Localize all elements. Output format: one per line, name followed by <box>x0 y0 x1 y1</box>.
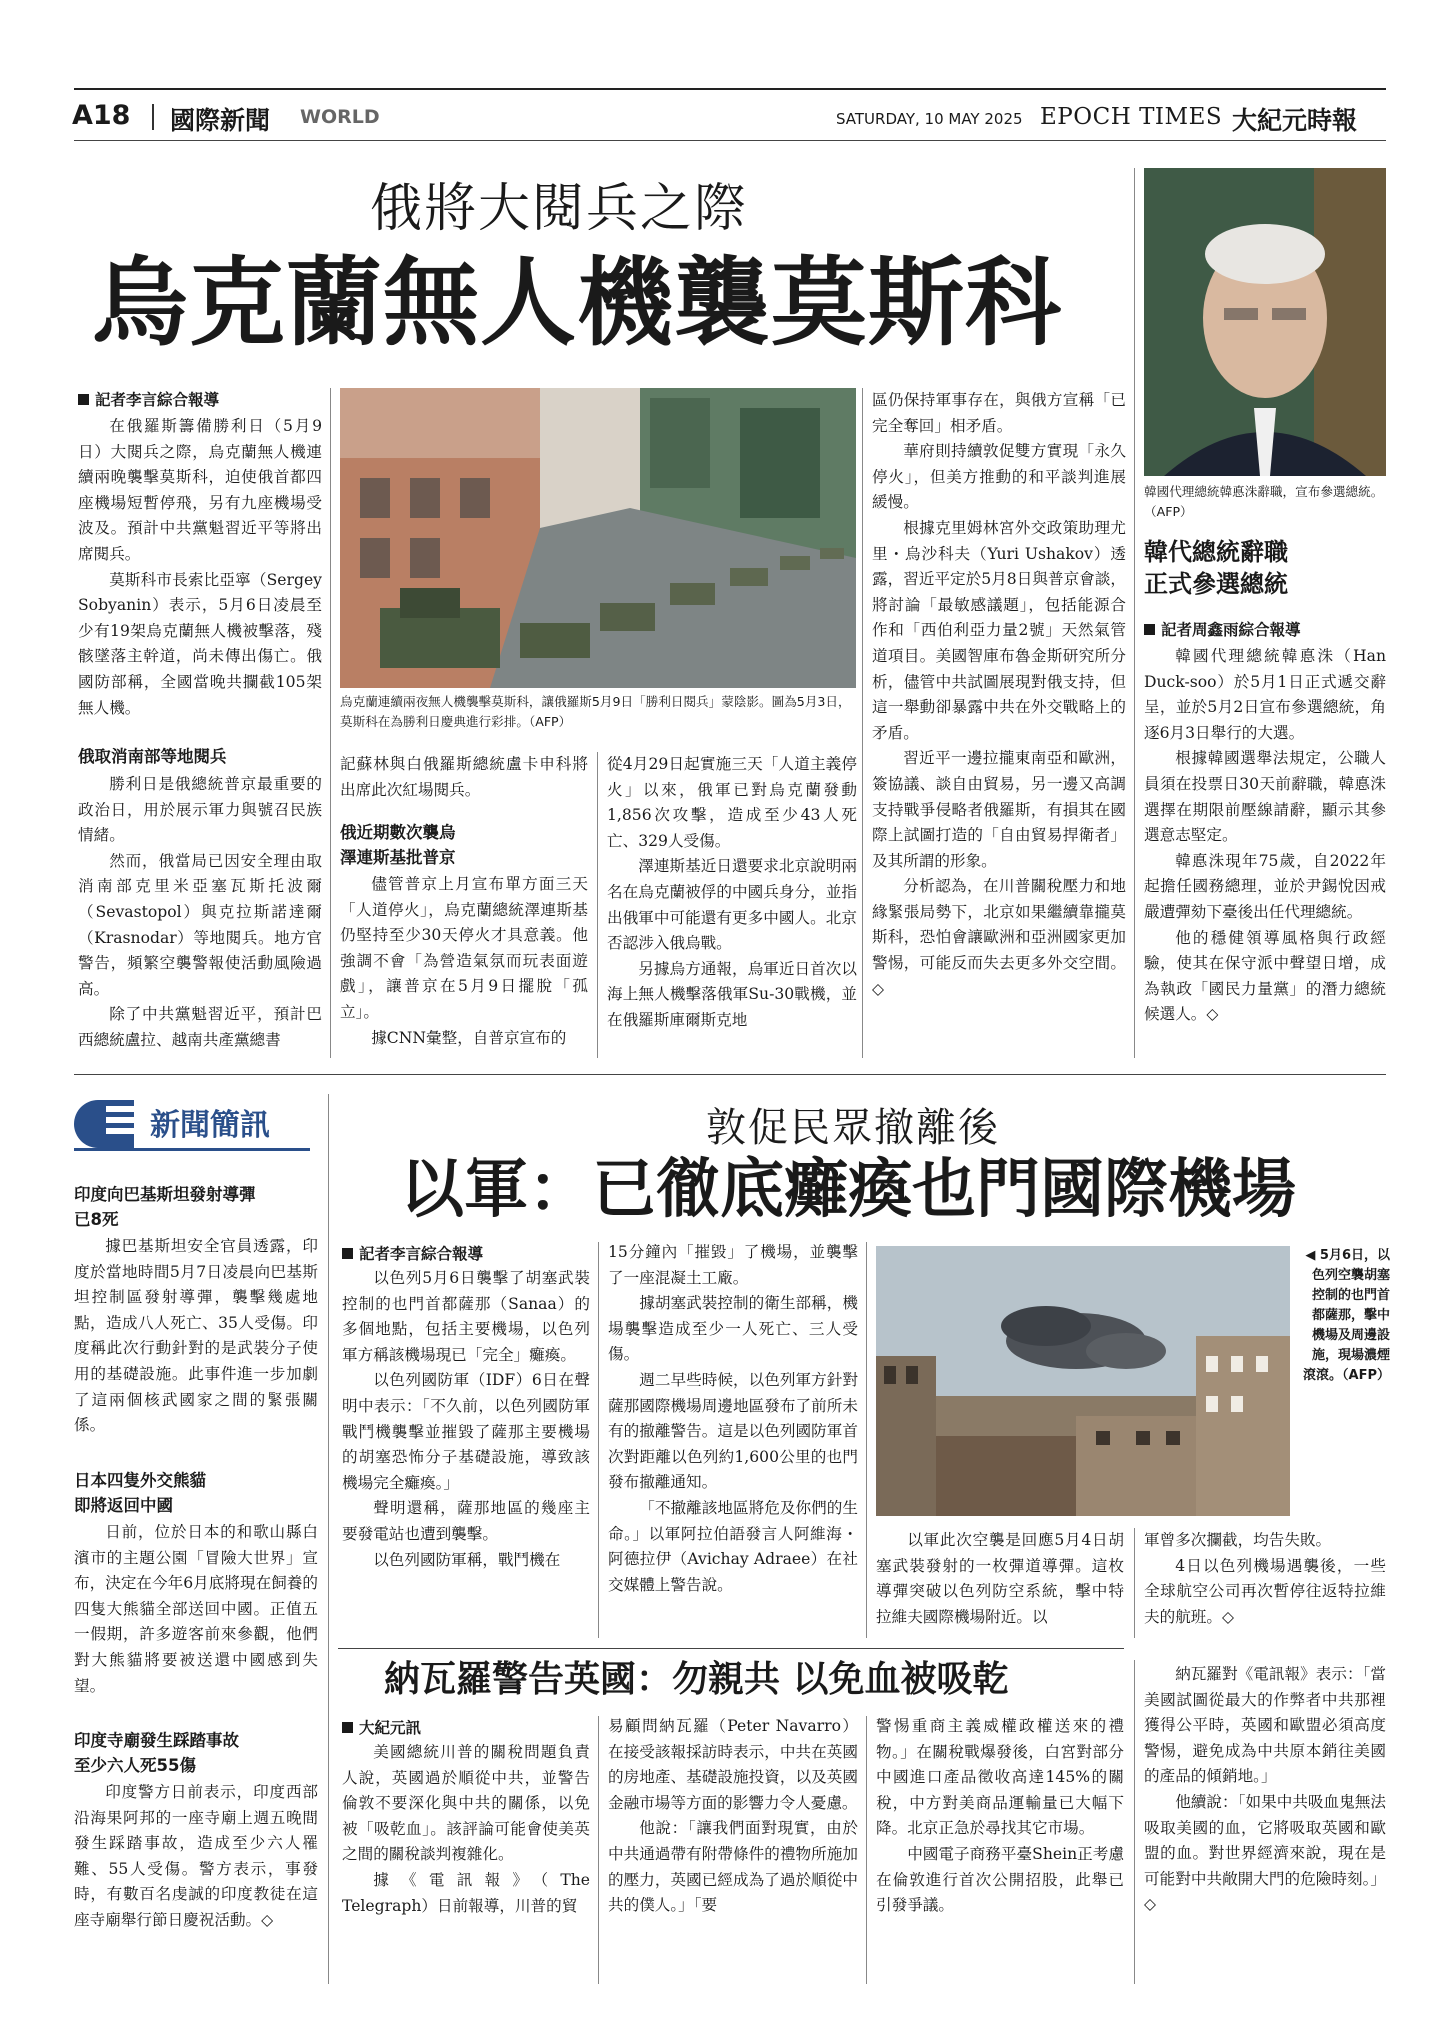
brief-3-body <box>74 1780 318 1980</box>
paragraph: 據CNN彙整，自普京宣布的 <box>371 1028 567 1047</box>
lead-byline <box>78 388 219 410</box>
paragraph: 以色列國防軍稱，戰鬥機在 <box>373 1550 561 1569</box>
israel-photo-sanaa <box>876 1246 1290 1516</box>
issue-date: SATURDAY, 10 MAY 2025 <box>836 110 1023 128</box>
paragraph: 記蘇林與白俄羅斯總統盧卡申科將出席此次紅場閱兵。 <box>340 755 588 799</box>
israel-headline: 以軍：已徹底癱瘓也門國際機場 <box>400 1153 1296 1227</box>
israel-col1-body <box>342 1266 590 1636</box>
paragraph: 易顧問納瓦羅（Peter Navarro）在接受該報採訪時表示，中共在英國的房地產、基礎設施投資，以及英國金融市場等方面的影響力令人憂慮。 <box>608 1717 858 1812</box>
lead-col2-subhead: 俄近期數次襲烏 澤連斯基批普京 <box>340 823 456 867</box>
paragraph: 習近平一邊拉攏東南亞和歐洲，簽協議、談自由貿易，另一邊又高調支持戰爭侵略者俄羅斯，有損其在國際上試圖打造的「自由貿易捍衛者」及其所謂的形象。 <box>872 749 1126 870</box>
lead-col3-body <box>607 752 857 1058</box>
navarro-col4-body <box>1144 1662 1386 1984</box>
paragraph: 除了中共黨魁習近平，預計巴西總統盧拉、越南共產黨總書 <box>78 1005 322 1049</box>
paragraph: 韓國代理總統韓悳洙（Han Duck-soo）於5月1日正式遞交辭呈，並於5月2日宣布參選總統，角逐6月3日舉行的大選。 <box>1144 647 1386 742</box>
paragraph: 印度警方日前表示，印度西部沿海果阿邦的一座寺廟上週五晚間發生踩踏事故，造成至少六人罹難、55人受傷。警方表示，事發時，有數百名虔誠的印度教徒在這座寺廟舉行節日慶祝活動。◇ <box>74 1783 318 1929</box>
paragraph: 儘管普京上月宣布單方面三天「人道停火」，烏克蘭總統澤連斯基仍堅持至少30天停火才具意義。他強調不會「為營造氣氛而玩表面遊戲」，讓普京在5月9日擺脫「孤立」。 <box>340 875 588 1021</box>
lead-byline-text: 記者李言綜合報導 <box>95 391 220 409</box>
paragraph: 納瓦羅對《電訊報》表示：「當美國試圖從最大的作弊者中共那裡獲得公平時，英國和歐盟必須高度警惕，避免成為中共原本銷往美國的產品的傾銷地。」 <box>1144 1665 1386 1786</box>
paragraph: 在俄羅斯籌備勝利日（5月9日）大閱兵之際，烏克蘭無人機連續兩晚襲擊莫斯科，迫使俄首都四座機場短暫停飛，另有九座機場受波及。預計中共黨魁習近平等將出席閱兵。 <box>78 417 322 563</box>
lead-photo-parade <box>340 388 856 688</box>
korea-headline: 韓代總統辭職 正式參選總統 <box>1144 538 1288 598</box>
korea-body <box>1144 644 1386 1058</box>
lead-col1-subhead: 俄取消南部等地閱兵 <box>78 747 227 766</box>
paragraph: 以軍此次空襲是回應5月4日胡塞武裝發射的一枚彈道導彈。這枚導彈突破以色列防空系統，擊中特拉維夫國際機場附近。以 <box>876 1531 1124 1626</box>
byline-square-icon <box>342 1248 353 1259</box>
navarro-byline-text: 大紀元訊 <box>359 1719 422 1737</box>
brief-3-headline: 印度寺廟發生踩踏事故 至少六人死55傷 <box>74 1731 239 1775</box>
paragraph: 根據克里姆林宮外交政策助理尤里・烏沙科夫（Yuri Ushakov）透露，習近平定於5月8日與普京會談，將討論「最敏感議題」，包括能源合作和「西伯利亞力量2號」天然氣管道項目。美國智庫布魯金斯研究所分析，儘管中共試圖展現對俄支持，但這一舉動卻暴露中共在外交戰略上的矛盾。 <box>872 518 1126 742</box>
brief-1-body <box>74 1234 318 1440</box>
paragraph: 以色列國防軍（IDF）6日在聲明中表示：「不久前，以色列國防軍戰鬥機襲擊並摧毀了薩那主要機場的胡塞恐怖分子基礎設施，導致該機場完全癱瘓。」 <box>342 1371 590 1492</box>
briefs-header <box>74 1094 310 1152</box>
paragraph: 他的穩健領導風格與行政經驗，使其在保守派中聲望日增，成為執政「國民力量黨」的潛力總統候選人。◇ <box>1144 928 1386 1024</box>
byline-square-icon <box>342 1722 353 1733</box>
paragraph: 他說：「讓我們面對現實，由於中共通過帶有附帶條件的禮物所施加的壓力，英國已經成為了過於順從中共的僕人。」「要 <box>608 1819 858 1915</box>
masthead-en: EPOCH TIMES <box>1040 104 1223 130</box>
paragraph: 另據烏方通報，烏軍近日首次以海上無人機擊落俄軍Su-30戰機，並在俄羅斯庫爾斯克地 <box>607 959 857 1029</box>
brief-1-headline: 印度向巴基斯坦發射導彈 已8死 <box>74 1185 256 1229</box>
brief-2-body <box>74 1520 318 1726</box>
paragraph: 軍曾多次攔截，均告失敗。 <box>1144 1531 1332 1549</box>
byline-square-icon <box>78 394 89 405</box>
paragraph: 從4月29日起實施三天「人道主義停火」以來，俄軍已對烏克蘭發動1,856次攻擊，造成至少43人死亡、329人受傷。 <box>607 755 857 850</box>
paragraph: 勝利日是俄總統普京最重要的政治日，用於展示軍力與號召民族情緒。 <box>78 775 322 845</box>
israel-col4-body <box>1144 1528 1386 1638</box>
paragraph: 4日以色列機場遇襲後，一些全球航空公司再次暫停往返特拉維夫的航班。◇ <box>1144 1556 1386 1626</box>
paragraph: 澤連斯基近日還要求北京說明兩名在烏克蘭被俘的中國兵身分，並指出俄軍中可能還有更多中國人。北京否認涉入俄烏戰。 <box>607 857 857 953</box>
lead-col1-body <box>78 414 322 726</box>
lead-col4-body <box>872 388 1126 1058</box>
lead-headline: 烏克蘭無人機襲莫斯科 <box>92 247 1062 359</box>
israel-kicker: 敦促民眾撤離後 <box>706 1105 1000 1151</box>
section-title-en: WORLD <box>300 106 380 128</box>
israel-photo-caption: ◀ 5月6日，以色列空襲胡塞控制的也門首都薩那，擊中機場及周邊設施，現場濃煙滾滾。（AFP） <box>1303 1248 1390 1383</box>
navarro-byline <box>342 1716 421 1738</box>
paragraph: 區仍保持軍事存在，與俄方宣稱「已完全奪回」相矛盾。 <box>872 391 1126 435</box>
paragraph: 他續說：「如果中共吸血鬼無法吸取美國的血，它將吸取英國和歐盟的血。對世界經濟來說，現在是可能對中共敞開大門的危險時刻。」◇ <box>1144 1792 1386 1914</box>
paragraph: 「不撤離該地區將危及你們的生命。」以軍阿拉伯語發言人阿維海・阿德拉伊（Avichay Adraee）在社交媒體上警告說。 <box>608 1498 858 1594</box>
brief-2-headline: 日本四隻外交熊貓 即將返回中國 <box>74 1471 206 1515</box>
lead-col2b-body <box>340 872 588 1058</box>
header-divider <box>152 104 154 130</box>
paragraph: 莫斯科市長索比亞寧（Sergey Sobyanin）表示，5月6日凌晨至少有19架烏克蘭無人機被擊落，殘骸墜落主幹道，尚未傳出傷亡。俄國防部稱，全國當晚共攔截105架無人機。 <box>78 570 322 717</box>
paragraph: 日前，位於日本的和歌山縣白濱市的主題公園「冒險大世界」宣布，決定在今年6月底將現在飼養的四隻大熊貓全部送回中國。正值五一假期，許多遊客前來參觀，他們對大熊貓將要被送還中國感到失望。 <box>74 1523 318 1695</box>
lead-col2-body <box>340 752 588 804</box>
navarro-col2-body <box>608 1714 858 1984</box>
paragraph: 華府則持續敦促雙方實現「永久停火」，但美方推動的和平談判進展緩慢。 <box>872 442 1126 512</box>
lead-photo-caption: 烏克蘭連續兩夜無人機襲擊莫斯科，讓俄羅斯5月9日「勝利日閱兵」蒙陰影。圖為5月3日，莫斯科在為勝利日慶典進行彩排。（AFP） <box>340 694 851 729</box>
paragraph: 韓悳洙現年75歲，自2022年起擔任國務總理，並於尹錫悅因戒嚴遭彈劾下臺後出任代理總統。 <box>1144 851 1386 921</box>
page-number: A18 <box>72 100 131 131</box>
korea-byline <box>1144 618 1301 640</box>
section-title-cn: 國際新聞 <box>170 106 271 135</box>
israel-byline <box>342 1242 483 1264</box>
lead-col1b-body <box>78 772 322 1056</box>
paragraph: 據胡塞武裝控制的衛生部稱，機場襲擊造成至少一人死亡、三人受傷。 <box>608 1294 858 1364</box>
paragraph: 以色列5月6日襲擊了胡塞武裝控制的也門首都薩那（Sanaa）的多個地點，包括主要機場，以色列軍方稱該機場現已「完全」癱瘓。 <box>342 1269 590 1364</box>
paragraph: 美國總統川普的關稅問題負責人說，英國過於順從中共，並警告倫敦不要深化與中共的關係，以免被「吸乾血」。該評論可能會使美英之間的關稅談判複雜化。 <box>342 1743 590 1864</box>
korea-photo-portrait <box>1144 168 1386 476</box>
korea-photo-caption: 韓國代理總統韓悳洙辭職，宣布參選總統。（AFP） <box>1144 484 1384 519</box>
briefs-title: 新聞簡訊 <box>150 1108 270 1143</box>
paragraph: 然而，俄當局已因安全理由取消南部克里米亞塞瓦斯托波爾（Sevastopol）與克拉斯諾達爾（Krasnodar）等地閱兵。地方官警告，頻繁空襲警報使活動風險過高。 <box>78 851 322 998</box>
paragraph: 15分鐘內「摧毀」了機場，並襲擊了一座混凝土工廠。 <box>608 1243 858 1287</box>
paragraph: 週二早些時候，以色列軍方針對薩那國際機場周邊地區發布了前所未有的撤離警告。這是以色列國防軍首次對距離以色列約1,600公里的也門發布撤離通知。 <box>608 1370 858 1492</box>
paragraph: 據《電訊報》（The Telegraph）日前報導，川普的貿 <box>342 1870 590 1915</box>
korea-byline-text: 記者周鑫雨綜合報導 <box>1161 621 1301 639</box>
paragraph: 警惕重商主義威權政權送來的禮物。」在關稅戰爆發後，白宮對部分中國進口產品徵收高達145%的關稅，中方對美商品運輸量已大幅下降。北京正急於尋找其它市場。 <box>876 1717 1124 1838</box>
paragraph: 聲明還稱，薩那地區的幾座主要發電站也遭到襲擊。 <box>342 1499 590 1543</box>
paragraph: 分析認為，在川普關稅壓力和地緣緊張局勢下，北京如果繼續靠攏莫斯科，恐怕會讓歐洲和亞洲國家更加警惕，可能反而失去更多外交空間。◇ <box>872 877 1126 998</box>
navarro-col3-body <box>876 1714 1124 1984</box>
masthead-cn: 大紀元時報 <box>1232 106 1358 135</box>
paragraph: 中國電子商務平臺Shein正考慮在倫敦進行首次公開招股，此舉已引發爭議。 <box>876 1844 1124 1915</box>
paragraph: 根據韓國選舉法規定，公職人員須在投票日30天前辭職，韓悳洙選擇在期限前壓線請辭，顯示其參選意志堅定。 <box>1144 749 1386 845</box>
navarro-headline: 納瓦羅警告英國：勿親共 以免血被吸乾 <box>384 1659 1009 1700</box>
byline-square-icon <box>1144 624 1155 635</box>
israel-byline-text: 記者李言綜合報導 <box>359 1245 484 1263</box>
lead-kicker: 俄將大閱兵之際 <box>370 179 749 239</box>
israel-col2-body <box>608 1240 858 1638</box>
navarro-col1-body <box>342 1740 590 1984</box>
paragraph: 據巴基斯坦安全官員透露，印度於當地時間5月7日凌晨向巴基斯坦控制區發射導彈，襲擊幾處地點，造成八人死亡、35人受傷。印度稱此次行動針對的是武裝分子使用的基礎設施。此事件進一步加劇了這兩個核武國家之間的緊張關係。 <box>74 1237 318 1435</box>
israel-col3-body <box>876 1528 1124 1638</box>
